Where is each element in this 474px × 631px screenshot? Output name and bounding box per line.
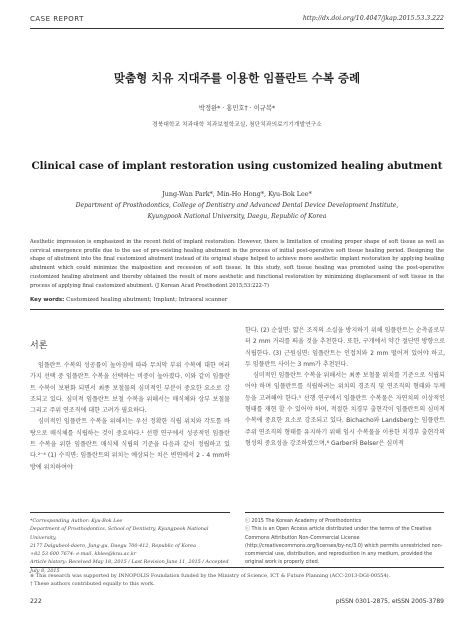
korean-authors: 박정완* · 홍민호† · 이규복* (198, 105, 276, 112)
body-paragraph: 한다. (2) 순설면: 얇은 조직의 소실을 방지하기 위해 임플란트는 순측골로부터 2 mm 거리를 띄울 것을 추천한다. 또한, 구개에서 약간 절단면 방향으로 식립한다. (3) 근원심면: 임플란트는 인접치와 2 mm 떨어져 있어야 하고, 두 임플란트 사이는 3 mm가 추천된다. (245, 327, 445, 368)
english-affiliation-line2: Kyungpook National University, Daegu, Republic of Korea (147, 212, 327, 220)
section-label: CASE REPORT (30, 15, 84, 23)
license-note (245, 517, 445, 567)
body-column-right (245, 325, 445, 449)
english-affiliation-line1: Department of Prosthodontics, College of Dentistry and Advanced Dental Device Development Institute, (75, 202, 399, 209)
english-title: Clinical case of implant restoration using customized healing abutment (31, 160, 443, 172)
body-paragraph: 임플란트 수복의 성공률이 높아짐에 따라 무치악 부위 수복에 대한 여러 가지 선택 중 임플란트 수복을 선택하는 비중이 높아졌다. 이와 같이 임플란트 수복이 보편화 되면서 최종 보철물의 심미적인 부분이 중요한 요소로 강조되고 있다. 심미적 임플란트 보철 수복을 위해서는 매식체와 상부 보철물 그리고 주위 연조직에 대한 고려가 필요하다. (30, 362, 230, 415)
keywords-label: Key words: (30, 297, 65, 303)
keywords (30, 297, 227, 303)
footnote-line: Department of Prosthodontics, School of Dentistry, Kyungpook National University, (30, 526, 209, 541)
issn: pISSN 0301-2875, eISSN 2005-3789 (335, 598, 444, 605)
abstract-rule (30, 309, 444, 310)
funding-note (30, 572, 444, 588)
english-authors: Jung-Wan Park*, Min-Ho Hong*, Kyu-Bok Lee* (162, 190, 312, 198)
body-column-left (30, 360, 230, 473)
page-number: 222 (30, 598, 42, 605)
footnote-line: 2177 Dalgubeol-daero, Jung-gu, Daegu 700-412, Republic of Korea (30, 542, 196, 549)
english-affiliation (0, 201, 474, 222)
footnote-rule-left (30, 512, 230, 513)
abstract: Aesthetic impression is emphasized in the recent field of implant restoration. However, there is limitation of creating proper shape of soft tissue as well as cervical emergence profile due to the use of pre-existing healing abutment in the process of initial post-operative soft tissue healing period. Designing the shape of abutment into the final customized abutment instead of its original shape helped to achieve more aesthetic implant restoration by applying healing abutment which could minimize the malposition and recession of soft tissue. In this study, soft tissue healing was promoted using the post-operative customized healing abutment and thereby obtained the result of more aesthetic and functional restoration by minimizing displacement of soft tissue in the process of applying final customized abutment. (J Korean Acad Prosthodont 2015;53:222-7) (30, 239, 444, 289)
keywords-text: Customized healing abutment; Implant; Intraoral scanner (66, 297, 228, 303)
license-text: ⓒ This is an Open Access article distributed under the terms of the Creative Commons Attribution Non-Commercial License (http://creativecommons.org/licenses/by-nc/3.0) which permits unrestricted non-commercial use, distribution, and reproduction in any medium, provided the original work is properly cited. (245, 526, 443, 566)
body-paragraph: 심미적인 임플란트 수복을 위해서는 최종 보철물 위치를 기준으로 식립되어야 하며 임플란트를 식립하려는 위치의 경조직 및 연조직의 형태와 두께 등을 고려해야 한다.⁵ 선행 연구에서 임플란트 수복물은 자연치의 이상적인 형태를 재현 할 수 있어야 하며, 적절한 치경부 출현각이 임플란트의 심미적 수복에 중요한 요소로 강조되고 있다. Bichacho와 Landsberg는 임플란트 주위 연조직의 형태를 유지하기 위해 임시 수복물을 이용한 치경부 출현각의 형성의 중요성을 강조하였으며,⁶ Garber와 Belser은 심미적 (245, 372, 445, 447)
korean-title: 맞춤형 치유 지대주를 이용한 임플란트 수복 증례 (113, 71, 361, 85)
footnote-line: +82 53 600 7674: e-mail, kblee@knu.ac.kr (30, 551, 137, 558)
doi-link[interactable]: http://dx.doi.org/10.4047/jkap.2015.53.3.222 (302, 15, 444, 22)
footnote-rule-right (245, 512, 444, 513)
body-paragraph: 심미적인 임플란트 수복을 위해서는 우선 정확한 식립 위치와 각도를 바탕으로 매식체를 식립하는 것이 중요하다.¹ 선행 연구에서 성공적인 임플란트 수복을 위한 임플란트 매식체 식립의 기준을 다음과 같이 정립하고 있다.²⁻⁴ (1) 수직면: 임플란트의 위치는 예상되는 치은 변연에서 2 - 4 mm하방에 위치하여야 (30, 418, 230, 471)
korean-affiliation: 경북대학교 치과대학 치과보철학교실, 첨단치과의료기기개발연구소 (152, 122, 322, 128)
footnote-bottom-rule (30, 567, 444, 568)
header-rule (30, 28, 444, 29)
section-heading: 서론 (30, 341, 48, 351)
footnote-line: *Corresponding Author: Kyu-Bok Lee (30, 518, 123, 524)
copyright-line: ⓒ 2015 The Korean Academy of Prosthodontics (245, 518, 362, 524)
footnote-line: Article history: Received May 18, 2015 / Last Revision June 11, 2015 / Accepted July 8, 2015 (30, 559, 229, 574)
funding-line: ※ This research was supported by INNOPOLIS Foundation funded by the Ministry of Science, ICT & Future Planning (ACC-2013-DGI-00554). (30, 573, 391, 579)
equal-contribution-line: † These authors contributed equally to this work. (30, 581, 155, 588)
